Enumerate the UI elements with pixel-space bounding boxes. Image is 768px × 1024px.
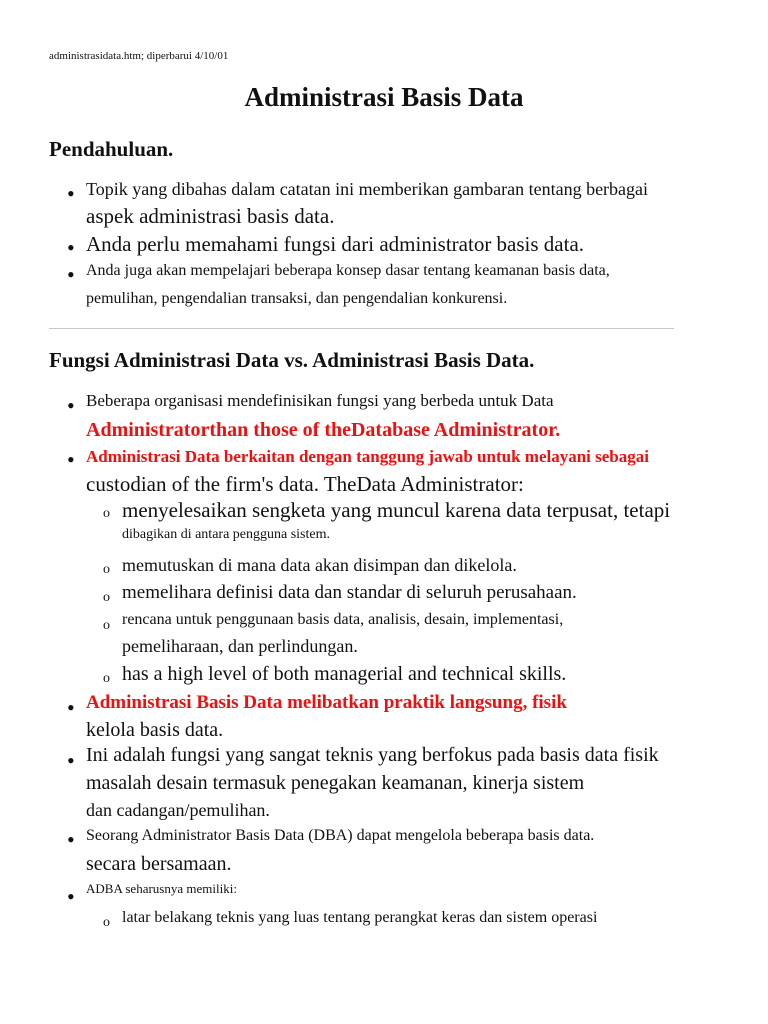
sub-item-5: has a high level of both managerial and technical skills. xyxy=(122,663,567,685)
intro-item-1-line-2: aspek administrasi basis data. xyxy=(86,204,335,228)
sub-bullet-icon: o xyxy=(103,915,110,930)
bullet-icon: • xyxy=(67,447,75,472)
sub-item-2: memutuskan di mana data akan disimpan dan dikelola. xyxy=(122,555,517,575)
item-3-line-2: kelola basis data. xyxy=(86,719,224,741)
item-5-line-1: Seorang Administrator Basis Data (DBA) dapat mengelola beberapa basis data. xyxy=(86,827,595,844)
sub-bullet-icon: o xyxy=(103,618,110,633)
bullet-icon: • xyxy=(67,695,75,720)
section-heading-intro: Pendahuluan. xyxy=(49,137,174,161)
item-1-line-2-emphasis: Administratorthan those of theDatabase Administrator. xyxy=(86,419,561,441)
bullet-icon: • xyxy=(67,748,75,773)
item-2-line-1-emphasis: Administrasi Data berkaitan dengan tanggung jawab untuk melayani sebagai xyxy=(86,447,649,466)
bullet-icon: • xyxy=(67,884,75,909)
item-6: ADBA seharusnya memiliki: xyxy=(86,881,237,896)
sub2-item-1: latar belakang teknis yang luas tentang perangkat keras dan sistem operasi xyxy=(122,909,598,926)
section-divider xyxy=(49,328,674,329)
sub-item-4-line-2: pemeliharaan, dan perlindungan. xyxy=(122,636,358,656)
item-1-line-1: Beberapa organisasi mendefinisikan fungsi yang berbeda untuk Data xyxy=(86,391,554,410)
bullet-icon: • xyxy=(67,393,75,418)
bullet-icon: • xyxy=(67,262,75,287)
bullet-icon: • xyxy=(67,181,75,206)
sub-bullet-icon: o xyxy=(103,671,110,686)
item-4-line-3: dan cadangan/pemulihan. xyxy=(86,800,270,820)
sub-item-4-line-1: rencana untuk penggunaan basis data, analisis, desain, implementasi, xyxy=(122,611,564,628)
item-3-line-1-emphasis: Administrasi Basis Data melibatkan praktik langsung, fisik xyxy=(86,692,567,713)
item-2-line-2: custodian of the firm's data. TheData Administrator: xyxy=(86,472,524,496)
item-5-line-2: secara bersamaan. xyxy=(86,853,232,875)
bullet-icon: • xyxy=(67,827,75,852)
item-4-line-2: masalah desain termasuk penegakan keamanan, kinerja sistem xyxy=(86,772,585,794)
sub-bullet-icon: o xyxy=(103,590,110,605)
intro-item-2: Anda perlu memahami fungsi dari administrator basis data. xyxy=(86,232,585,256)
intro-item-1-line-1: Topik yang dibahas dalam catatan ini memberikan gambaran tentang berbagai xyxy=(86,179,649,199)
bullet-icon: • xyxy=(67,235,75,260)
sub-item-1-line-2: dibagikan di antara pengguna sistem. xyxy=(122,527,330,542)
sub-item-1-line-1: menyelesaikan sengketa yang muncul karena data terpusat, tetapi xyxy=(122,498,671,522)
intro-item-3-line-1: Anda juga akan mempelajari beberapa konsep dasar tentang keamanan basis data, xyxy=(86,262,610,279)
sub-bullet-icon: o xyxy=(103,506,110,521)
sub-item-3: memelihara definisi data dan standar di seluruh perusahaan. xyxy=(122,582,577,603)
intro-item-3-line-2: pemulihan, pengendalian transaksi, dan pengendalian konkurensi. xyxy=(86,290,508,307)
section-heading-functions: Fungsi Administrasi Data vs. Administrasi Basis Data. xyxy=(49,348,535,372)
item-4-line-1: Ini adalah fungsi yang sangat teknis yang berfokus pada basis data fisik xyxy=(86,744,659,766)
header-note: administrasidata.htm; diperbarui 4/10/01 xyxy=(49,50,229,62)
sub-bullet-icon: o xyxy=(103,562,110,577)
page-title: Administrasi Basis Data xyxy=(244,82,524,112)
